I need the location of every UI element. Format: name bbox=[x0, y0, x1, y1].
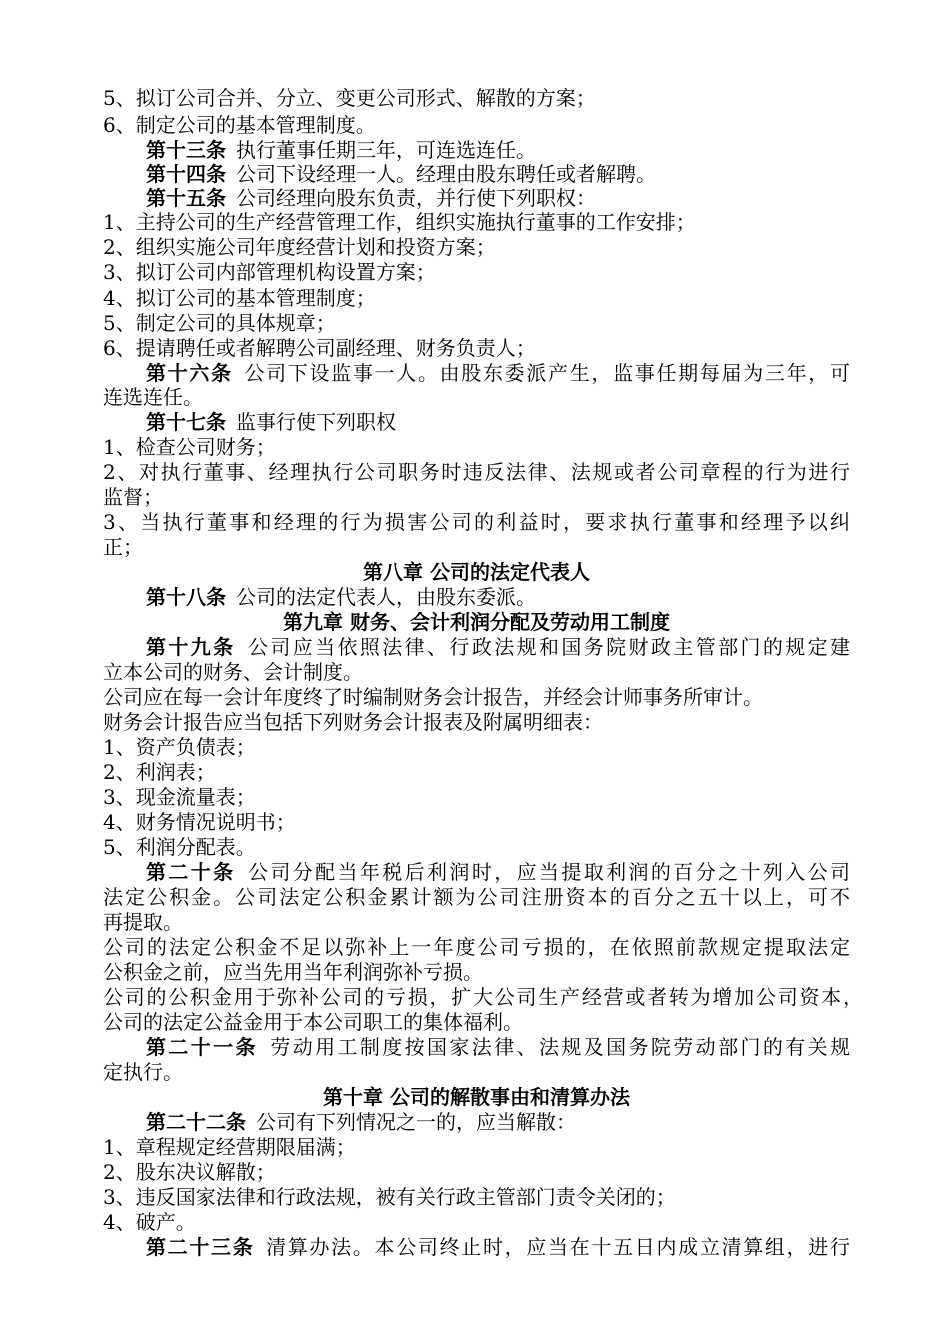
article-title: 第二十二条 bbox=[146, 1110, 246, 1134]
list-item: 1、检查公司财务； bbox=[103, 435, 276, 459]
article-19: 第十九条 公司应当依照法律、行政法规和国务院财政主管部门的规定建 bbox=[146, 635, 851, 659]
chapter-heading: 第九章 财务、会计利润分配及劳动用工制度 bbox=[283, 610, 670, 634]
article-title: 第十四条 bbox=[146, 162, 226, 186]
article-18: 第十八条 公司的法定代表人，由股东委派。 bbox=[146, 585, 536, 609]
list-item: 4、拟订公司的基本管理制度； bbox=[103, 286, 376, 310]
paragraph-line: 公司的法定公益金用于本公司职工的集体福利。 bbox=[103, 1010, 523, 1034]
paragraph-line: 连选连任。 bbox=[103, 385, 203, 409]
list-item: 2、组织实施公司年度经营计划和投资方案； bbox=[103, 235, 496, 259]
article-13: 第十三条 执行董事任期三年，可连选连任。 bbox=[146, 138, 536, 162]
paragraph-line: 定执行。 bbox=[103, 1060, 183, 1084]
article-22: 第二十二条 公司有下列情况之一的，应当解散： bbox=[146, 1110, 576, 1134]
paragraph-line: 监督； bbox=[103, 485, 163, 509]
article-16: 第十六条 公司下设监事一人。由股东委派产生，监事任期每届为三年，可 bbox=[146, 361, 850, 385]
paragraph-line: 公积金之前，应当先用当年利润弥补亏损。 bbox=[103, 960, 483, 984]
list-item: 6、提请聘任或者解聘公司副经理、财务负责人； bbox=[103, 336, 536, 360]
list-item: 3、现金流量表； bbox=[103, 785, 256, 809]
list-item: 6、制定公司的基本管理制度。 bbox=[103, 113, 376, 137]
list-item: 3、当执行董事和经理的行为损害公司的利益时，要求执行董事和经理予以纠 bbox=[103, 510, 850, 534]
chapter-heading: 第十章 公司的解散事由和清算办法 bbox=[323, 1085, 630, 1109]
article-title: 第十三条 bbox=[146, 138, 226, 162]
list-item: 1、主持公司的生产经营管理工作，组织实施执行董事的工作安排； bbox=[103, 210, 696, 234]
article-14: 第十四条 公司下设经理一人。经理由股东聘任或者解聘。 bbox=[146, 162, 656, 186]
paragraph-line: 法定公积金。公司法定公积金累计额为公司注册资本的百分之五十以上，可不 bbox=[103, 885, 850, 909]
list-item: 5、利润分配表。 bbox=[103, 835, 256, 859]
paragraph-line: 公司的公积金用于弥补公司的亏损，扩大公司生产经营或者转为增加公司资本， bbox=[103, 985, 863, 1009]
paragraph-line: 财务会计报告应当包括下列财务会计报表及附属明细表： bbox=[103, 710, 603, 734]
paragraph-line: 正； bbox=[103, 535, 143, 559]
article-title: 第二十条 bbox=[146, 860, 236, 884]
list-item: 2、对执行董事、经理执行公司职务时违反法律、法规或者公司章程的行为进行 bbox=[103, 460, 850, 484]
paragraph-line: 公司应在每一会计年度终了时编制财务会计报告，并经会计师事务所审计。 bbox=[103, 685, 763, 709]
list-item: 4、财务情况说明书； bbox=[103, 810, 296, 834]
article-title: 第二十一条 bbox=[146, 1035, 258, 1059]
article-title: 第十六条 bbox=[146, 361, 233, 385]
article-title: 第十七条 bbox=[146, 410, 226, 434]
paragraph-line: 公司的法定公积金不足以弥补上一年度公司亏损的，在依照前款规定提取法定 bbox=[103, 935, 850, 959]
list-item: 3、拟订公司内部管理机构设置方案； bbox=[103, 260, 436, 284]
article-17: 第十七条 监事行使下列职权 bbox=[146, 410, 396, 434]
article-title: 第十八条 bbox=[146, 585, 226, 609]
paragraph-line: 再提取。 bbox=[103, 910, 183, 934]
chapter-heading: 第八章 公司的法定代表人 bbox=[363, 560, 590, 584]
list-item: 3、违反国家法律和行政法规，被有关行政主管部门责令关闭的； bbox=[103, 1185, 676, 1209]
list-item: 1、资产负债表； bbox=[103, 735, 256, 759]
article-title: 第二十三条 bbox=[146, 1235, 255, 1259]
article-21: 第二十一条 劳动用工制度按国家法律、法规及国务院劳动部门的有关规 bbox=[146, 1035, 851, 1059]
article-title: 第十五条 bbox=[146, 186, 226, 210]
list-item: 2、利润表； bbox=[103, 760, 216, 784]
article-15: 第十五条 公司经理向股东负责，并行使下列职权： bbox=[146, 186, 596, 210]
list-item: 5、制定公司的具体规章； bbox=[103, 311, 336, 335]
article-20: 第二十条 公司分配当年税后利润时，应当提取利润的百分之十列入公司 bbox=[146, 860, 851, 884]
list-item: 5、拟订公司合并、分立、变更公司形式、解散的方案； bbox=[103, 86, 596, 110]
list-item: 2、股东决议解散； bbox=[103, 1160, 276, 1184]
article-23: 第二十三条 清算办法。本公司终止时，应当在十五日内成立清算组，进行 bbox=[146, 1235, 850, 1259]
list-item: 1、章程规定经营期限届满； bbox=[103, 1135, 356, 1159]
article-title: 第十九条 bbox=[146, 635, 236, 659]
paragraph-line: 立本公司的财务、会计制度。 bbox=[103, 660, 363, 684]
list-item: 4、破产。 bbox=[103, 1210, 196, 1234]
